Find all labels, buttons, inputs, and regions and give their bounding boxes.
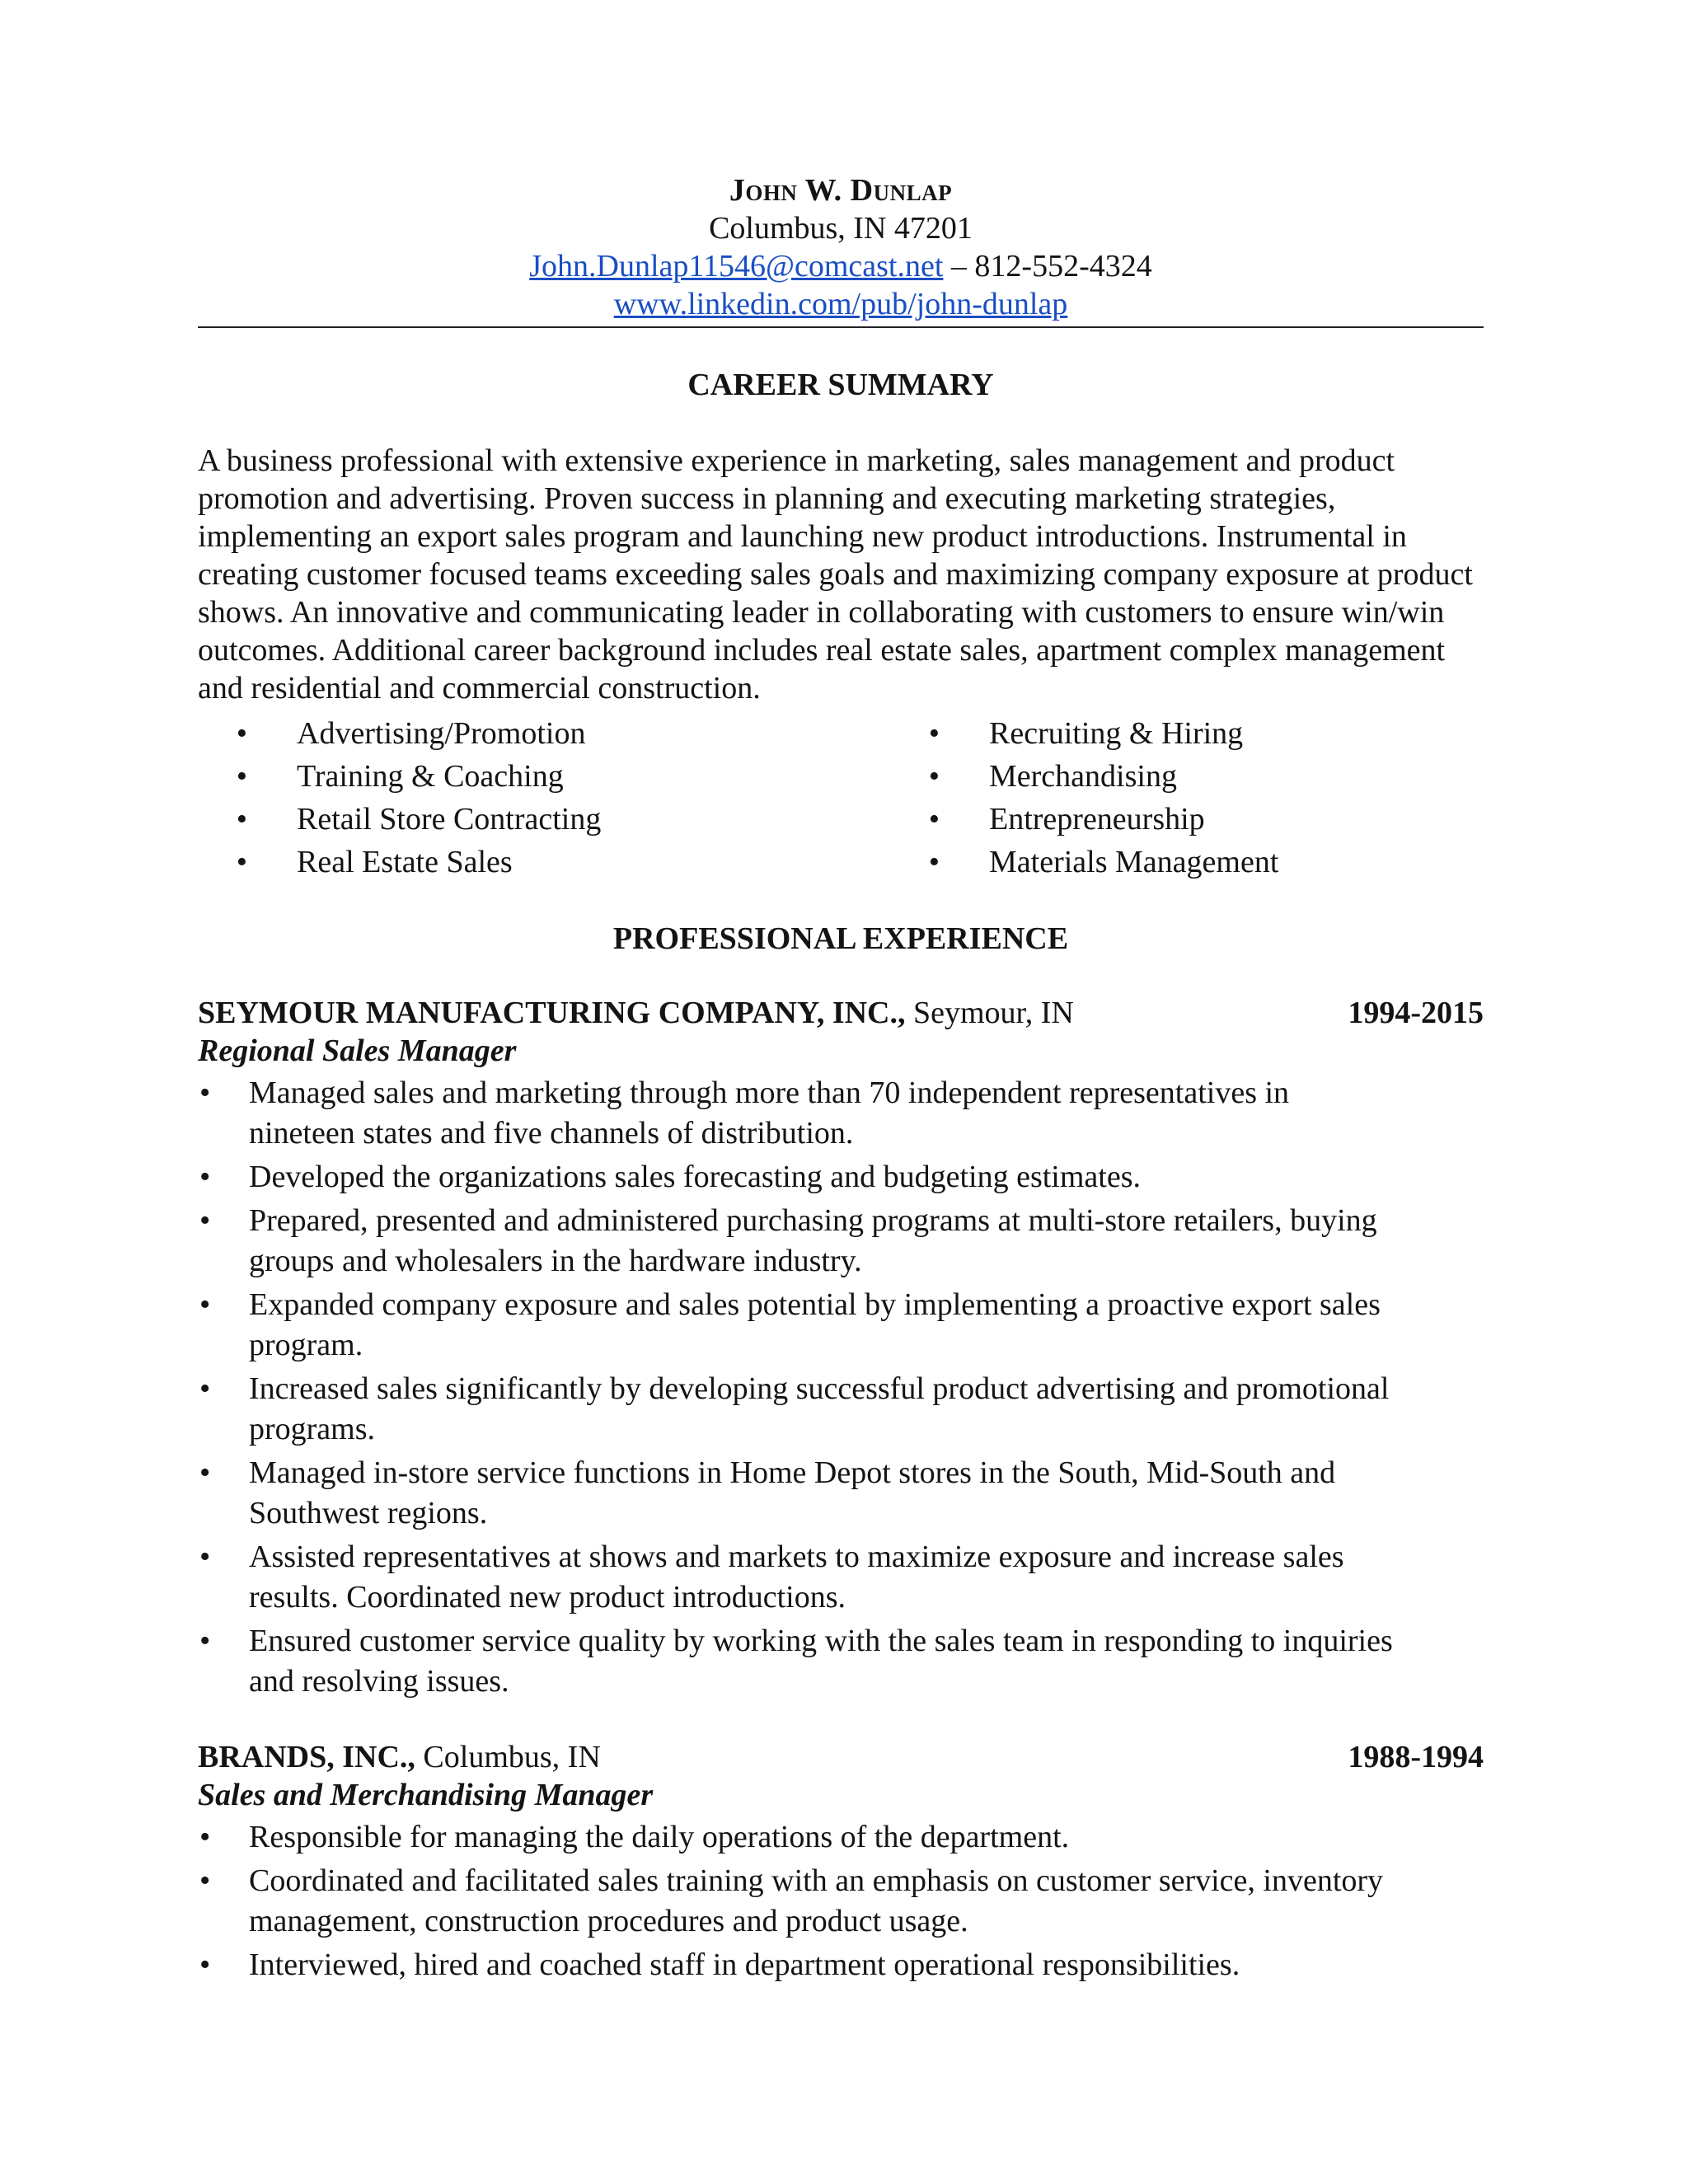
duty-list: [198, 1817, 1484, 1985]
bullet-icon: •: [199, 1160, 211, 1194]
linkedin-link[interactable]: www.linkedin.com/pub/john-dunlap: [613, 287, 1068, 321]
resume-page: [198, 171, 1484, 1989]
bullet-icon: •: [236, 716, 247, 751]
candidate-location: Columbus, IN 47201: [709, 211, 973, 246]
duty-text: Assisted representatives at shows and markets to maximize exposure and increase sales results. Coordinated new product introductions.: [249, 1540, 1344, 1615]
skill-item: [890, 755, 1484, 798]
bullet-icon: •: [236, 802, 247, 837]
job-header: [198, 994, 1484, 1032]
career-summary-heading: CAREER SUMMARY: [687, 368, 994, 402]
duty-item: [198, 1537, 1484, 1618]
company-name: SEYMOUR MANUFACTURING COMPANY, INC.,: [198, 996, 906, 1030]
duty-text: Developed the organizations sales forecasting and budgeting estimates.: [249, 1160, 1141, 1194]
bullet-icon: •: [928, 759, 940, 794]
skill-item: [890, 841, 1484, 883]
company-name: BRANDS, INC.,: [198, 1740, 415, 1774]
duty-item: [198, 1945, 1484, 1985]
bullet-icon: •: [199, 1371, 211, 1406]
job-header: [198, 1738, 1484, 1776]
bullet-icon: •: [236, 759, 247, 794]
career-summary-text: A business professional with extensive experience in marketing, sales management and product promotion and advertising. Proven success in planning and executing marketing strategies, implementing an export sales program and launching new product introductions. Instrumental in creating customer focused teams exceeding sales goals and maximizing company exposure at product shows. An innovative and communicating leader in collaborating with customers to ensure win/win outcomes. Additional career background includes real estate sales, apartment complex management and residential and commercial construction.: [198, 443, 1473, 705]
phone-number: 812-552-4324: [974, 249, 1152, 284]
job-entry: [198, 994, 1484, 1702]
duty-text: Interviewed, hired and coached staff in department operational responsibilities.: [249, 1947, 1240, 1982]
contact-separator: –: [943, 249, 975, 284]
job-employer: [198, 1738, 601, 1776]
skill-label: Retail Store Contracting: [297, 802, 602, 837]
bullet-icon: •: [236, 845, 247, 879]
duty-text: Expanded company exposure and sales potential by implementing a proactive export sales program.: [249, 1287, 1381, 1362]
bullet-icon: •: [199, 1455, 211, 1490]
duty-item: [198, 1369, 1484, 1450]
candidate-name: John W. Dunlap: [729, 173, 953, 208]
email-link[interactable]: John.Dunlap11546@comcast.net: [529, 249, 944, 284]
company-location: Seymour, IN: [905, 996, 1074, 1030]
duty-text: Prepared, presented and administered purchasing programs at multi-store retailers, buying groups and wholesalers in the hardware industry.: [249, 1203, 1377, 1278]
company-location: Columbus, IN: [415, 1740, 601, 1774]
skill-item: [198, 841, 890, 883]
skills-list: [198, 712, 1484, 883]
contact-line: [198, 247, 1484, 285]
duty-item: [198, 1073, 1484, 1154]
duty-item: [198, 1285, 1484, 1366]
bullet-icon: •: [199, 1287, 211, 1322]
job-years: 1994-2015: [1348, 996, 1484, 1030]
bullet-icon: •: [199, 1820, 211, 1854]
duty-item: [198, 1817, 1484, 1858]
header-divider: [198, 326, 1484, 328]
skill-item: [198, 798, 890, 841]
professional-experience-heading: PROFESSIONAL EXPERIENCE: [612, 921, 1069, 956]
bullet-icon: •: [199, 1076, 211, 1110]
bullet-icon: •: [199, 1203, 211, 1238]
skill-label: Entrepreneurship: [989, 802, 1205, 837]
duty-item: [198, 1157, 1484, 1197]
duty-text: Increased sales significantly by developing successful product advertising and promotional programs.: [249, 1371, 1390, 1446]
bullet-icon: •: [928, 845, 940, 879]
duty-item: [198, 1201, 1484, 1282]
job-list: [198, 994, 1484, 1985]
skills-column-right: [890, 712, 1484, 883]
job-title: Sales and Merchandising Manager: [198, 1778, 654, 1812]
bullet-icon: •: [199, 1624, 211, 1658]
job-entry: [198, 1738, 1484, 1985]
resume-header: [198, 171, 1484, 323]
bullet-icon: •: [928, 716, 940, 751]
duty-text: Responsible for managing the daily operations of the department.: [249, 1820, 1070, 1854]
duty-text: Managed sales and marketing through more than 70 independent representatives in nineteen states and five channels of distribution.: [249, 1076, 1290, 1151]
skill-label: Advertising/Promotion: [297, 716, 586, 751]
skill-label: Merchandising: [989, 759, 1177, 794]
duty-text: Ensured customer service quality by working with the sales team in responding to inquiries and resolving issues.: [249, 1624, 1393, 1699]
bullet-icon: •: [928, 802, 940, 837]
bullet-icon: •: [199, 1863, 211, 1898]
duty-text: Coordinated and facilitated sales training with an emphasis on customer service, inventory management, construction procedures and product usage.: [249, 1863, 1384, 1938]
bullet-icon: •: [199, 1947, 211, 1982]
job-employer: [198, 994, 1074, 1032]
skill-item: [890, 798, 1484, 841]
skill-label: Training & Coaching: [297, 759, 564, 794]
job-title: Regional Sales Manager: [198, 1033, 517, 1068]
skill-label: Recruiting & Hiring: [989, 716, 1244, 751]
duty-list: [198, 1073, 1484, 1702]
skill-item: [198, 755, 890, 798]
job-years: 1988-1994: [1348, 1740, 1484, 1774]
duty-text: Managed in-store service functions in Home Depot stores in the South, Mid-South and Southwest regions.: [249, 1455, 1336, 1530]
duty-item: [198, 1453, 1484, 1534]
skill-label: Real Estate Sales: [297, 845, 513, 879]
bullet-icon: •: [199, 1540, 211, 1574]
linkedin-line: [198, 285, 1484, 323]
skill-item: [890, 712, 1484, 755]
skill-item: [198, 712, 890, 755]
skill-label: Materials Management: [989, 845, 1279, 879]
skills-column-left: [198, 712, 890, 883]
duty-item: [198, 1621, 1484, 1702]
duty-item: [198, 1861, 1484, 1942]
